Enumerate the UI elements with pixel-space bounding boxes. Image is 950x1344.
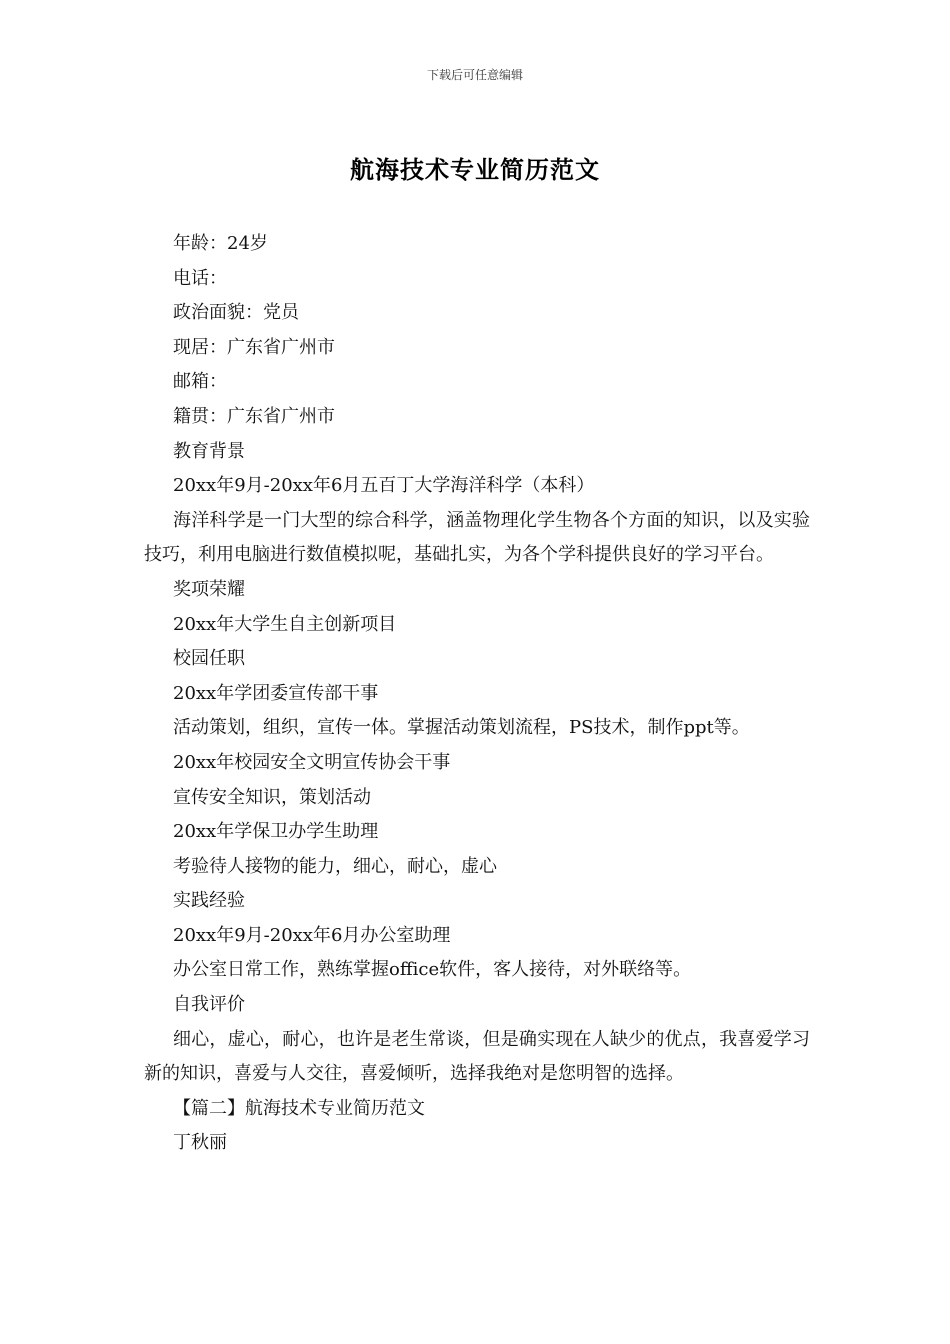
political-status-line: 政治面貌：党员	[173, 302, 299, 324]
section-heading-awards: 奖项荣耀	[173, 578, 245, 600]
email-line: 邮箱：	[173, 371, 227, 393]
campus-role-description: 考验待人接物的能力，细心，耐心，虚心	[173, 855, 497, 877]
campus-role-description: 宣传安全知识，策划活动	[173, 786, 371, 808]
campus-role-entry: 20xx年校园安全文明宣传协会干事	[173, 751, 451, 773]
experience-entry: 20xx年9月-20xx年6月办公室助理	[173, 924, 451, 946]
section-heading-self-evaluation: 自我评价	[173, 994, 245, 1016]
part-two-heading: 【篇二】航海技术专业简历范文	[173, 1097, 425, 1119]
section-heading-experience: 实践经验	[173, 890, 245, 912]
name-line: 丁秋丽	[173, 1132, 227, 1154]
section-heading-campus-roles: 校园任职	[173, 648, 245, 670]
education-description: 海洋科学是一门大型的综合科学，涵盖物理化学生物各个方面的知识，以及实验技巧，利用电脑进行数值模拟呢，基础扎实，为各个学科提供良好的学习平台。	[144, 509, 810, 566]
header-note: 下载后可任意编辑	[426, 68, 523, 82]
document-body	[144, 227, 810, 1161]
phone-line: 电话：	[173, 267, 227, 289]
age-line: 年龄：24岁	[173, 233, 268, 254]
award-entry: 20xx年大学生自主创新项目	[173, 613, 397, 635]
section-heading-education: 教育背景	[173, 440, 245, 462]
self-evaluation-text: 细心，虚心，耐心，也许是老生常谈，但是确实现在人缺少的优点，我喜爱学习新的知识，喜爱与人交往，喜爱倾听，选择我绝对是您明智的选择。	[144, 1028, 810, 1085]
hometown-line: 籍贯：广东省广州市	[173, 405, 335, 427]
campus-role-entry: 20xx年学保卫办学生助理	[173, 821, 379, 843]
residence-line: 现居：广东省广州市	[173, 336, 335, 358]
document-title: 航海技术专业简历范文	[350, 155, 600, 184]
experience-description: 办公室日常工作，熟练掌握office软件，客人接待，对外联络等。	[173, 959, 692, 981]
campus-role-entry: 20xx年学团委宣传部干事	[173, 682, 379, 704]
education-entry: 20xx年9月-20xx年6月五百丁大学海洋科学（本科）	[173, 475, 595, 497]
campus-role-description: 活动策划，组织，宣传一体。掌握活动策划流程，PS技术，制作ppt等。	[173, 717, 750, 739]
